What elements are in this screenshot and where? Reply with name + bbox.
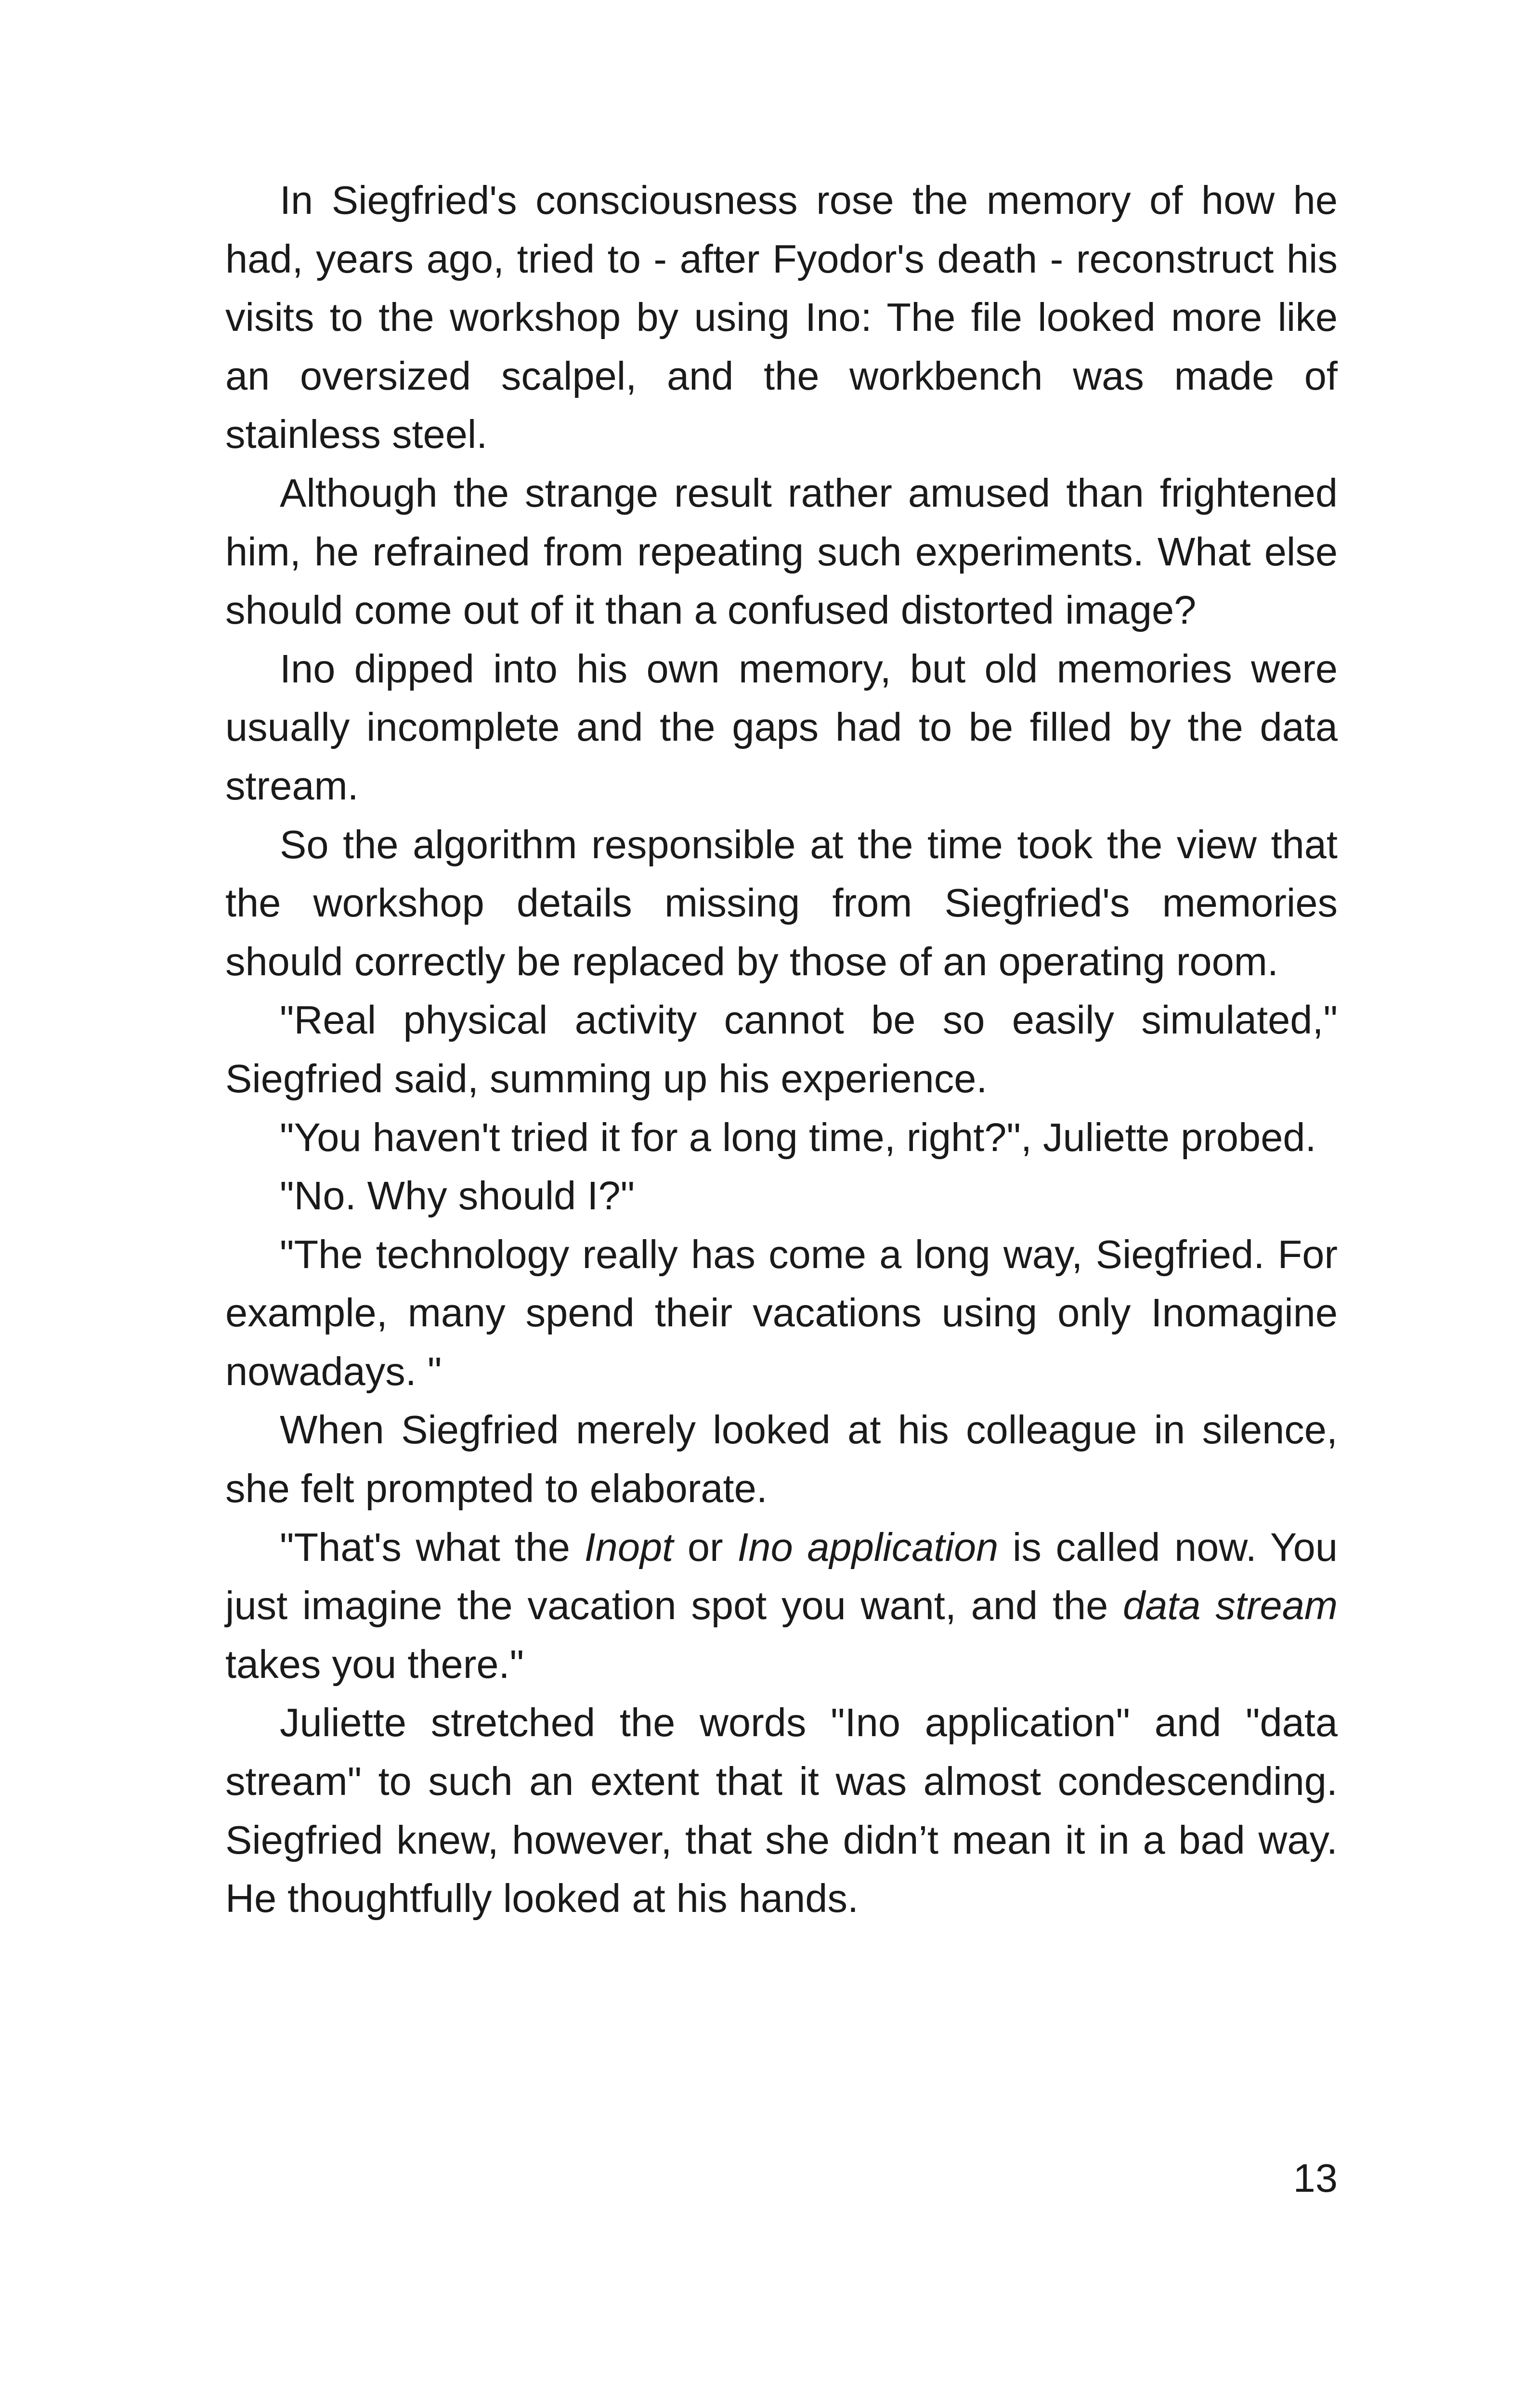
paragraph	[225, 991, 1338, 1108]
text-run: "You haven't tried it for a long time, right?", Juliette probed.	[280, 1114, 1316, 1160]
text-run: "Real physical activity cannot be so easily simulated," Siegfried said, summing up his experience.	[225, 997, 1338, 1101]
paragraph	[225, 1693, 1338, 1927]
italic-term: Inopt	[584, 1524, 674, 1570]
text-run: is called now. You just imagine the vacation spot you want, and the	[225, 1524, 1338, 1628]
text-run: "No. Why should I?"	[280, 1173, 635, 1218]
text-run: "The technology really has come a long way, Siegfried. For example, many spend their vacations using only Inomagine nowadays. "	[225, 1231, 1338, 1394]
body-text	[225, 171, 1338, 1928]
paragraph	[225, 1166, 1338, 1225]
text-run: takes you there."	[225, 1641, 524, 1687]
text-run: or	[673, 1524, 738, 1570]
paragraph	[225, 464, 1338, 640]
paragraph	[225, 640, 1338, 815]
italic-term: data stream	[1123, 1583, 1338, 1628]
text-run: Juliette stretched the words "Ino application" and "data stream" to such an extent that it was almost condescending. Siegfried knew, however, that she didn’t mean it in a bad way. He thoughtfully looked at his hands.	[225, 1700, 1338, 1921]
paragraph	[225, 815, 1338, 991]
paragraph	[225, 171, 1338, 464]
text-run: In Siegfried's consciousness rose the memory of how he had, years ago, tried to - after Fyodor's death - reconstruct his visits to the workshop by using Ino: The file looked more like an oversized scalpel, and the workbench was made of stainless steel.	[225, 178, 1338, 457]
italic-term: Ino application	[737, 1524, 999, 1570]
paragraph	[225, 1400, 1338, 1518]
paragraph	[225, 1225, 1338, 1401]
text-run: "That's what the	[280, 1524, 585, 1570]
text-run: Ino dipped into his own memory, but old memories were usually incomplete and the gaps had to be filled by the data stream.	[225, 646, 1338, 808]
paragraph	[225, 1518, 1338, 1694]
text-run: Although the strange result rather amused than frightened him, he refrained from repeating such experiments. What else should come out of it than a confused distorted image?	[225, 470, 1338, 633]
paragraph	[225, 1108, 1338, 1167]
text-run: So the algorithm responsible at the time took the view that the workshop details missing from Siegfried's memories should correctly be replaced by those of an operating room.	[225, 822, 1338, 984]
page-number: 13	[1293, 2156, 1338, 2200]
text-run: When Siegfried merely looked at his colleague in silence, she felt prompted to elaborate.	[225, 1407, 1338, 1511]
